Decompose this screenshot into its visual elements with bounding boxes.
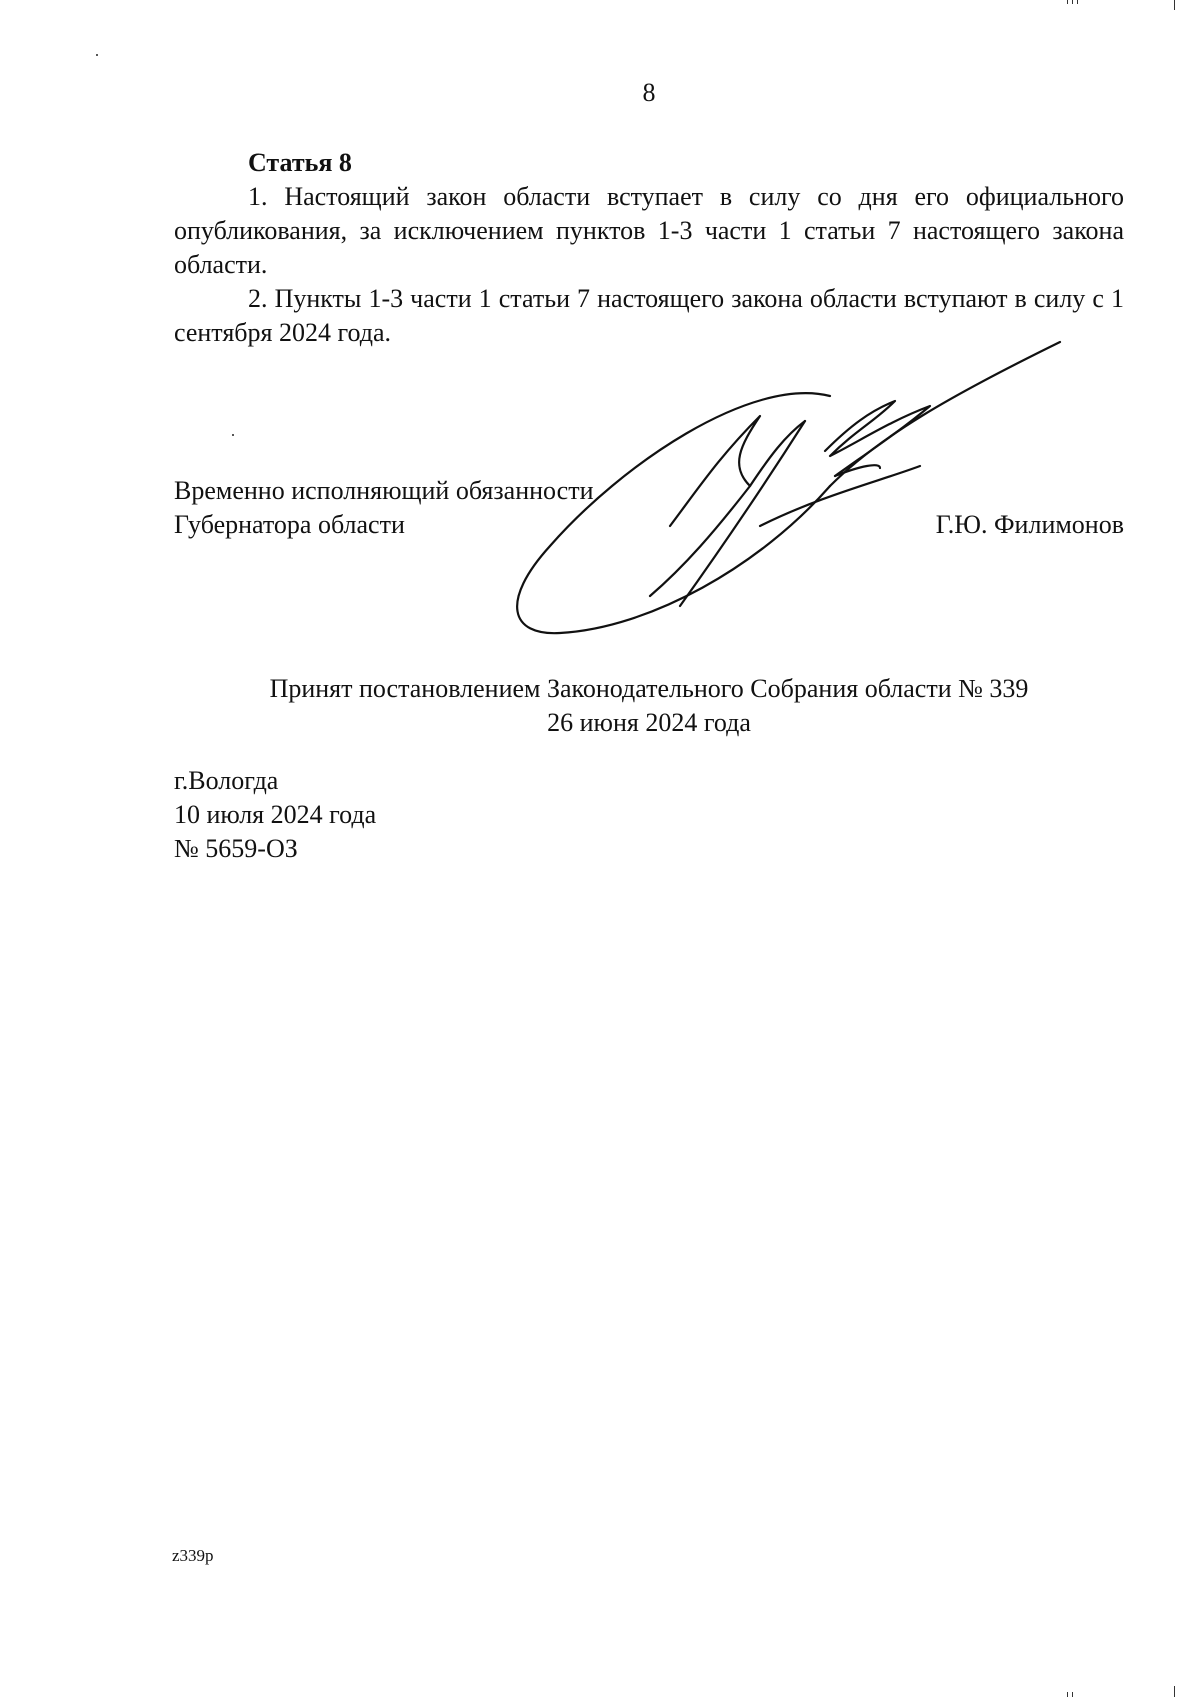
article-paragraph: 2. Пункты 1-3 части 1 статьи 7 настоящего закона области вступают в силу с 1 сентября 2024 года. xyxy=(174,284,1124,347)
scan-edge-mark xyxy=(1067,0,1068,4)
signing-date: 10 июля 2024 года xyxy=(174,800,377,829)
article-paragraph: 1. Настоящий закон области вступает в силу со дня его официального опубликования, за исключением пунктов 1-3 части 1 статьи 7 настоящего закона области. xyxy=(174,182,1124,279)
article-title: Статья 8 xyxy=(248,148,352,177)
signatory-position-line: Губернатора области xyxy=(174,510,405,539)
page-number: 8 xyxy=(642,78,656,107)
scan-edge-mark xyxy=(1072,1692,1073,1697)
scan-speck xyxy=(96,54,98,56)
signatory-name: Г.Ю. Филимонов xyxy=(935,510,1124,539)
city: г.Вологда xyxy=(174,766,279,795)
scan-edge-mark xyxy=(1067,1692,1068,1697)
law-number: № 5659-ОЗ xyxy=(174,834,298,863)
scan-edge-mark xyxy=(1174,0,1175,10)
document-code: z339p xyxy=(172,1546,214,1565)
place-date-number xyxy=(174,764,376,866)
signatory-position-line: Временно исполняющий обязанности xyxy=(174,476,594,505)
scan-speck xyxy=(232,434,234,436)
article-section xyxy=(174,146,1124,350)
scan-edge-mark xyxy=(1174,1686,1175,1697)
adoption-note xyxy=(174,672,1124,740)
adoption-line: Принят постановлением Законодательного Собрания области № 339 xyxy=(269,674,1029,703)
handwritten-signature xyxy=(500,336,1080,646)
scan-edge-mark xyxy=(1072,0,1073,4)
adoption-date: 26 июня 2024 года xyxy=(547,708,751,737)
scan-edge-mark xyxy=(1077,0,1078,4)
